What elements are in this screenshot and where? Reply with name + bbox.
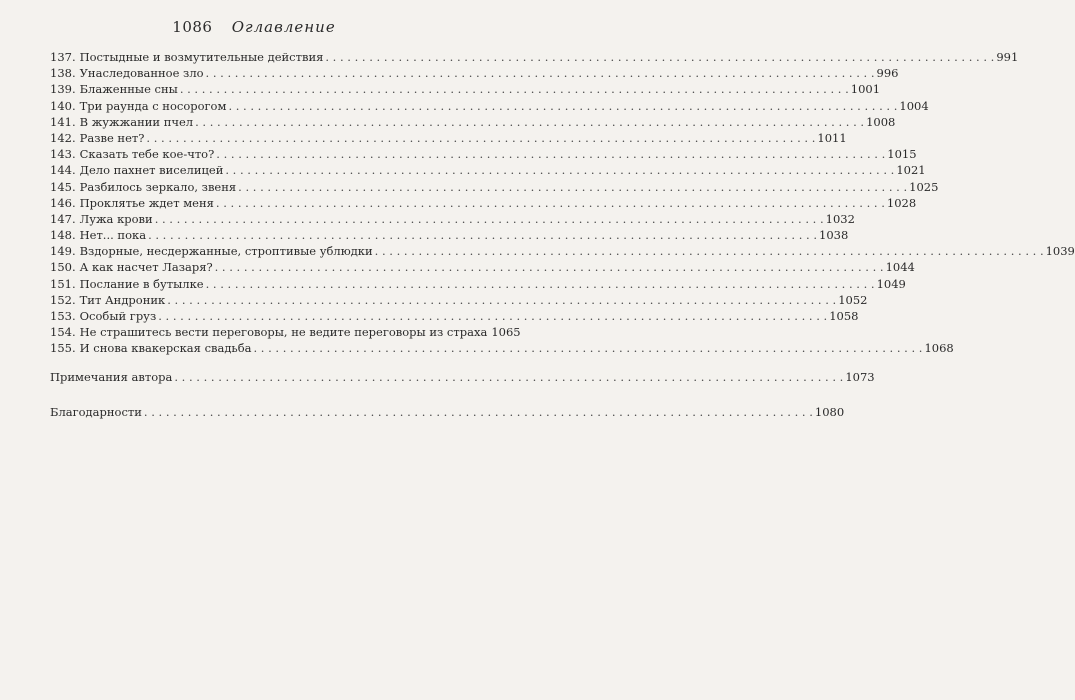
dot-leader	[195, 114, 864, 130]
dot-leader	[146, 130, 815, 146]
toc-row[interactable]	[50, 340, 954, 356]
chapter-page: 1028	[886, 195, 917, 210]
chapter-title: А как насчет Лазаря?	[79, 260, 213, 275]
section-page: 1073	[845, 370, 875, 384]
section-title: Благодарности	[50, 405, 142, 419]
chapter-number: 138.	[50, 66, 76, 81]
toc-row[interactable]	[50, 259, 915, 275]
chapter-number: 148.	[50, 228, 76, 243]
page-header	[0, 18, 508, 36]
chapter-number: 143.	[50, 147, 76, 162]
chapter-page: 1001	[850, 82, 881, 97]
chapter-number: 149.	[50, 244, 76, 259]
toc-row[interactable]	[50, 195, 917, 211]
dot-leader	[325, 49, 994, 65]
dot-leader	[216, 146, 885, 162]
chapter-title: Унаследованное зло	[79, 66, 204, 81]
chapter-title: Не страшитесь вести переговоры, не ведите переговоры из страха	[79, 325, 488, 340]
chapter-number: 152.	[50, 292, 76, 307]
dot-leader	[375, 243, 1044, 259]
toc-row[interactable]	[50, 276, 906, 292]
dot-leader	[216, 195, 885, 211]
chapter-page: 996	[876, 66, 899, 81]
chapter-page: 1068	[924, 341, 954, 356]
chapter-title: Три раунда с носорогом	[79, 98, 227, 113]
chapter-page: 1021	[896, 163, 926, 178]
chapter-page: 1052	[838, 292, 868, 307]
chapter-title: В жужжании пчел	[79, 114, 194, 129]
toc-row[interactable]	[50, 324, 521, 340]
chapter-title: И снова квакерская свадьба	[79, 341, 252, 356]
chapter-number: 144.	[50, 163, 76, 178]
toc-row[interactable]	[50, 243, 1075, 259]
chapter-number: 140.	[50, 98, 76, 113]
chapter-page: 1008	[866, 114, 896, 129]
section-title: Примечания автора	[50, 370, 173, 384]
dot-leader	[225, 162, 894, 178]
chapter-title: Лужа крови	[79, 211, 153, 226]
chapter-number: 142.	[50, 130, 76, 145]
dot-leader	[174, 369, 843, 385]
chapter-number: 150.	[50, 260, 76, 275]
chapter-title: Тит Андроник	[79, 292, 166, 307]
chapter-page: 1058	[829, 309, 859, 323]
table-of-contents	[50, 49, 1075, 357]
toc-row[interactable]	[50, 162, 926, 178]
chapter-title: Нет... пока	[79, 228, 147, 243]
dot-leader	[238, 179, 907, 195]
chapter-title: Разве нет?	[79, 130, 145, 145]
chapter-page: 1025	[909, 179, 939, 194]
chapter-title: Дело пахнет виселицей	[79, 163, 224, 178]
chapter-number: 139.	[50, 82, 76, 97]
page-title: Оглавление	[231, 18, 336, 36]
chapter-title: Разбилось зеркало, звеня	[79, 179, 237, 194]
chapter-number: 146.	[50, 195, 76, 210]
toc-row[interactable]	[50, 211, 855, 227]
chapter-page: 1004	[899, 98, 929, 113]
dot-leader	[167, 292, 836, 308]
chapter-title: Вздорные, несдержанные, строптивые ублюдки	[79, 244, 373, 259]
toc-row[interactable]	[50, 98, 929, 114]
chapter-title: Особый груз	[79, 309, 157, 323]
chapter-number: 137.	[50, 50, 76, 64]
chapter-page: 1011	[817, 130, 847, 145]
dot-leader	[206, 65, 875, 81]
toc-row[interactable]	[50, 308, 859, 324]
dot-leader	[144, 404, 813, 420]
toc-row-acknowledgements[interactable]	[50, 404, 845, 420]
chapter-number: 155.	[50, 341, 76, 356]
chapter-number: 141.	[50, 114, 76, 129]
chapter-number: 147.	[50, 211, 76, 226]
chapter-page: 1065	[491, 325, 521, 340]
dot-leader	[180, 81, 849, 97]
chapter-title: Постыдные и возмутительные действия	[79, 50, 324, 64]
chapter-title: Послание в бутылке	[79, 276, 204, 291]
toc-row[interactable]	[50, 146, 917, 162]
dot-leader	[228, 98, 897, 114]
dot-leader	[155, 211, 824, 227]
chapter-number: 145.	[50, 179, 76, 194]
chapter-page: 1015	[887, 147, 917, 162]
chapter-page: 991	[996, 50, 1019, 64]
chapter-title: Сказать тебе кое-что?	[79, 147, 215, 162]
toc-row[interactable]	[50, 65, 899, 81]
chapter-page: 1049	[876, 276, 906, 291]
toc-row[interactable]	[50, 292, 868, 308]
dot-leader	[158, 308, 827, 324]
toc-row[interactable]	[50, 227, 849, 243]
toc-row[interactable]	[50, 49, 1019, 65]
chapter-page: 1038	[819, 228, 849, 243]
chapter-page: 1044	[885, 260, 915, 275]
section-page: 1080	[814, 405, 845, 419]
toc-row[interactable]	[50, 114, 896, 130]
dot-leader	[215, 259, 884, 275]
toc-row[interactable]	[50, 179, 939, 195]
page-number: 1086	[172, 18, 213, 36]
toc-row[interactable]	[50, 81, 881, 97]
dot-leader	[253, 340, 922, 356]
chapter-page: 1032	[825, 211, 855, 226]
chapter-number: 151.	[50, 276, 76, 291]
dot-leader	[148, 227, 817, 243]
toc-row-author-notes[interactable]	[50, 369, 875, 385]
chapter-page: 1039	[1045, 244, 1075, 259]
chapter-title: Проклятье ждет меня	[79, 195, 214, 210]
chapter-number: 153.	[50, 309, 76, 323]
chapter-title: Блаженные сны	[79, 82, 178, 97]
chapter-number: 154.	[50, 325, 76, 340]
dot-leader	[206, 276, 875, 292]
toc-row[interactable]	[50, 130, 847, 146]
